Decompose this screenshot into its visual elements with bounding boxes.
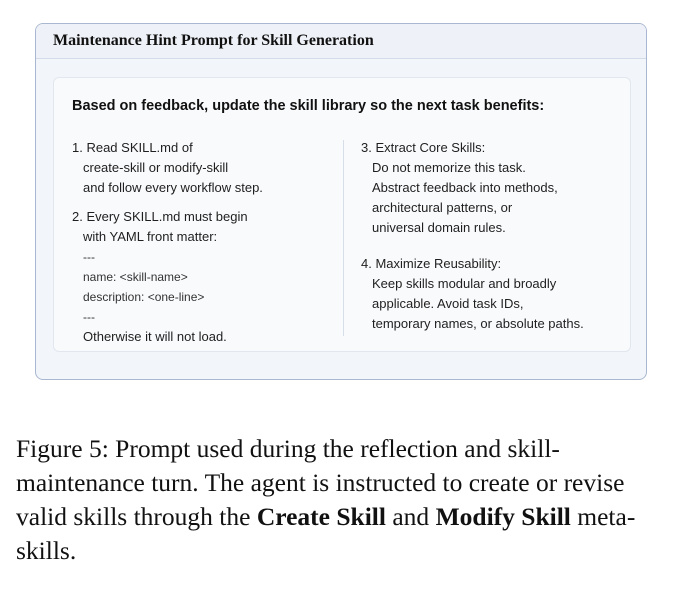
item-1-line-3: and follow every workflow step. [83,180,263,195]
caption-create-skill: Create Skill [256,502,386,531]
figure-caption [16,432,676,568]
prompt-content [53,77,631,352]
item-3-line-3: Abstract feedback into methods, [372,180,558,195]
prompt-box [35,23,647,380]
item-3-line-4: architectural patterns, or [372,200,513,215]
item-2-line-3: Otherwise it will not load. [83,329,227,344]
prompt-lead: Based on feedback, update the skill library so the next task benefits: [72,98,545,114]
item-1-line-2: create-skill or modify-skill [83,160,229,175]
caption-mid: and [385,502,436,531]
caption-suffix: meta-skills. [16,502,636,565]
yaml-line-3: description: <one-line> [83,290,205,304]
item-4-line-1: 4. Maximize Reusability: [361,256,502,271]
item-4-line-2: Keep skills modular and broadly [372,276,557,291]
yaml-line-1: --- [83,250,95,264]
item-2-line-1: 2. Every SKILL.md must begin [72,209,248,224]
instruction-item-4 [361,254,621,334]
instruction-item-3 [361,138,621,238]
prompt-box-title: Maintenance Hint Prompt for Skill Generation [36,24,646,59]
instruction-item-2 [72,207,334,347]
instruction-item-1 [72,138,334,198]
yaml-line-4: --- [83,310,95,324]
item-3-line-2: Do not memorize this task. [372,160,526,175]
item-4-line-3: applicable. Avoid task IDs, [372,296,524,311]
caption-prefix: Figure 5: Prompt used during the reflection and skill-maintenance turn. The agent is instructed to create or revise valid skills through the [16,434,625,531]
yaml-line-2: name: <skill-name> [83,270,188,284]
left-column [72,138,334,356]
item-1-line-1: 1. Read SKILL.md of [72,140,193,155]
column-divider [343,140,344,336]
caption-modify-skill: Modify Skill [435,502,571,531]
item-4-line-4: temporary names, or absolute paths. [372,316,584,331]
item-3-line-1: 3. Extract Core Skills: [361,140,486,155]
item-2-line-2: with YAML front matter: [83,229,218,244]
item-3-line-5: universal domain rules. [372,220,506,235]
right-column [361,138,621,343]
